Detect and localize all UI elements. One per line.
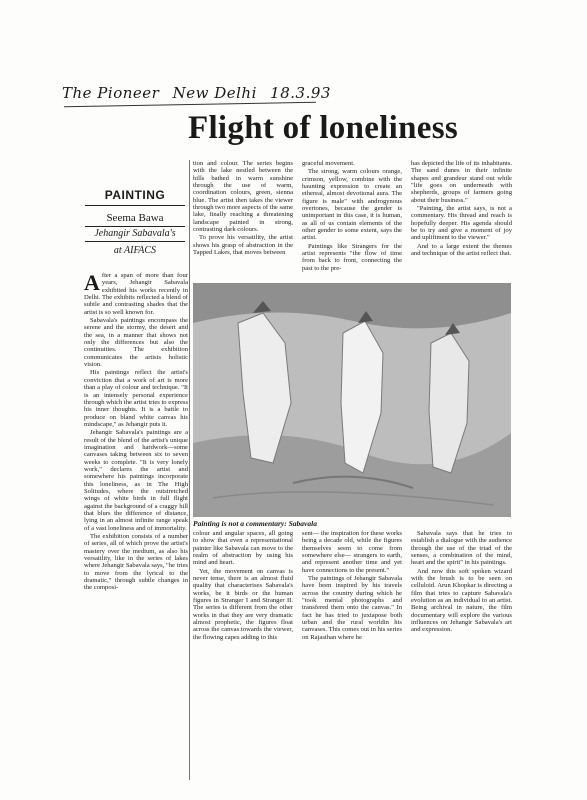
col2-bottom-para-1: colour and angular spaces, all going to show that even a representational painter like Sabavala can move to the realm of abstraction by using his mind and heart. [193,530,293,567]
col2-bottom-para-2: Yet, the movement on canvas is never tense, there is an almost fluid quality that characterises Sabavala's works, be it birds or the human figures in Stranger I and Stranger II. The series is different from the other works in that they are very dramatic almost prophetic, the figures float across the canvas towards the viewer, the flowing capes adding to this [193,567,293,641]
subhead-line-1: Jehangir Sabavala's [85,226,185,242]
painting-illustration [193,283,511,517]
col4-bottom-para-2: And now this soft spoken wizard with the brush is to be seen on celluloid. Arun Khopkar is directing a film that tries to capture Sabavala's evolution as an individual to an artist. Being archival in nature, the film documentary will explore the various influences on Jehangir Sabavala's art and expression. [411,567,512,634]
article-subhead [85,226,185,257]
drop-cap: A [84,272,100,295]
col2-top-para-1: tion and colour. The series begins with the lake nestled between the hills bathed in warm sunshine through the use of warm, coordination colours, green, sienna blue. The artist then takes the viewer through two more aspects of the same lake, finally reaching a threatening landscape painted in strong, contrasting dark colours. [193,160,293,234]
author-byline: Seema Bawa [106,212,164,224]
article-headline: Flight of loneliness [188,110,459,146]
col4-bottom-para-1: Sabavala says that he tries to establish a dialogue with the audience through the use of the triad of the senses, a combination of the mind, heart and the spirit" in his paintings. [411,530,512,567]
col3-bottom-para-1: sent— the inspiration for these works being a decade old, while the figures themselves seem to come from somewhere else— strangers to earth, and represent another time and yet have connections to the present." [302,530,402,574]
col1-para-1: fter a span of more than four years, Jehangir Sabavala exhibited his works recently in Delhi. The exhibits reflected a blend of subtle and contrasting shades that the artist is so well known for. [84,272,188,316]
column-1 [84,272,188,782]
col4-top-para-2: "Painting, the artist says, is not a commentary. His thread and reach is hopefully deeper. His agenda should be to try and give a moment of joy and upliftment to the viewer." [411,205,512,242]
column-3-bottom [302,530,402,780]
col4-top-para-1: has depicted the life of its inhabitants. The sand dunes in their infinite shapes and grandeur stand out while "life goes on underneath with shepherds, groups of farmers going about their business." [411,160,512,204]
column-2-top [193,160,293,280]
col3-bottom-para-2: The paintings of Jehangir Sabavala have been inspired by his travels across the country during which he "took mental photographs and transfered them onto the canvas." In fact he has tried to juxtapose both urban and the rural worldin his canvases. This comes out in his series on Rajasthan where he [302,575,402,641]
kicker-rule [85,205,185,206]
city-name: New Delhi [172,84,257,102]
col3-top-para-2: The strong, warm colours orange, crimson, yellow, combine with the haunting expression to create an ethereal, almost devotional aura. The figure is male" with androgynous overtones, because the gender is unimportant in this case, it is human, as all of us contain elements of the other gender to some extent, says the artist. [302,168,402,242]
section-kicker: PAINTING [104,188,166,202]
column-4-top [411,160,512,280]
col4-top-para-3: And to a large extent the themes and technique of the artist reflect that. [411,242,512,258]
col1-para-2: Sabavala's paintings encompass the serene and the stormy, the desert and the sea, in a manner that shows not only the differences but also the continuities. The exhibition communicates the artists holistic vision. [84,317,188,369]
column-4-bottom [411,530,512,780]
col3-top-para-1: graceful movement. [302,160,355,167]
subhead-line-2: at AIFACS [113,245,157,256]
newspaper-name: The Pioneer [62,84,160,102]
col1-para-5: The exhibition consists of a number of series, all of which prove the artist's mastery over the medium, as also his versatility, like in the series of lakes where Jehangir Sabavala says, "he tries to move from the lyrical to the dramatic," through subtle changes in the composi- [84,533,188,592]
photo-caption: Painting is not a commentary: Sabavala [193,519,317,528]
column-2-bottom [193,530,293,780]
byline-box [85,188,185,268]
column-3-top [302,160,402,280]
col1-para-4: Jehangir Sabavala's paintings are a result of the blend of the artist's unique imagination and hardwork—some canvases taking between six to seven weeks to complete. "It is very lonely work," declares the artist and somewhere his paintings incorporate this loneliness, as in The High Solitudes, where the outstretched wings of white birds in full flight against the background of a craggy hill that blurs the difference of distance, lying in an almost infinite range speak of a vast loneliness and of immortality. [84,429,188,532]
col2-top-para-2: To prove his versatility, the artist shows his grasp of abstraction in the Tapped Lakes, that moves between [193,234,293,257]
painting-photo [193,283,511,517]
col3-top-para-3: Paintings like Strangers for the artist represents "the flow of time from back to front, connecting the past to the pre- [302,242,402,272]
handwritten-date: 18.3.93 [270,84,331,102]
column-divider [189,160,190,780]
col1-para-3: His paintings reflect the artist's conviction that a work of art is more than a play of colour and technique. "It is an intensely personal experience through which the artist tries to express his inner thoughts. It is a battle to produce on bland white canvas his mindscape," as Jehangir puts it. [84,369,188,428]
